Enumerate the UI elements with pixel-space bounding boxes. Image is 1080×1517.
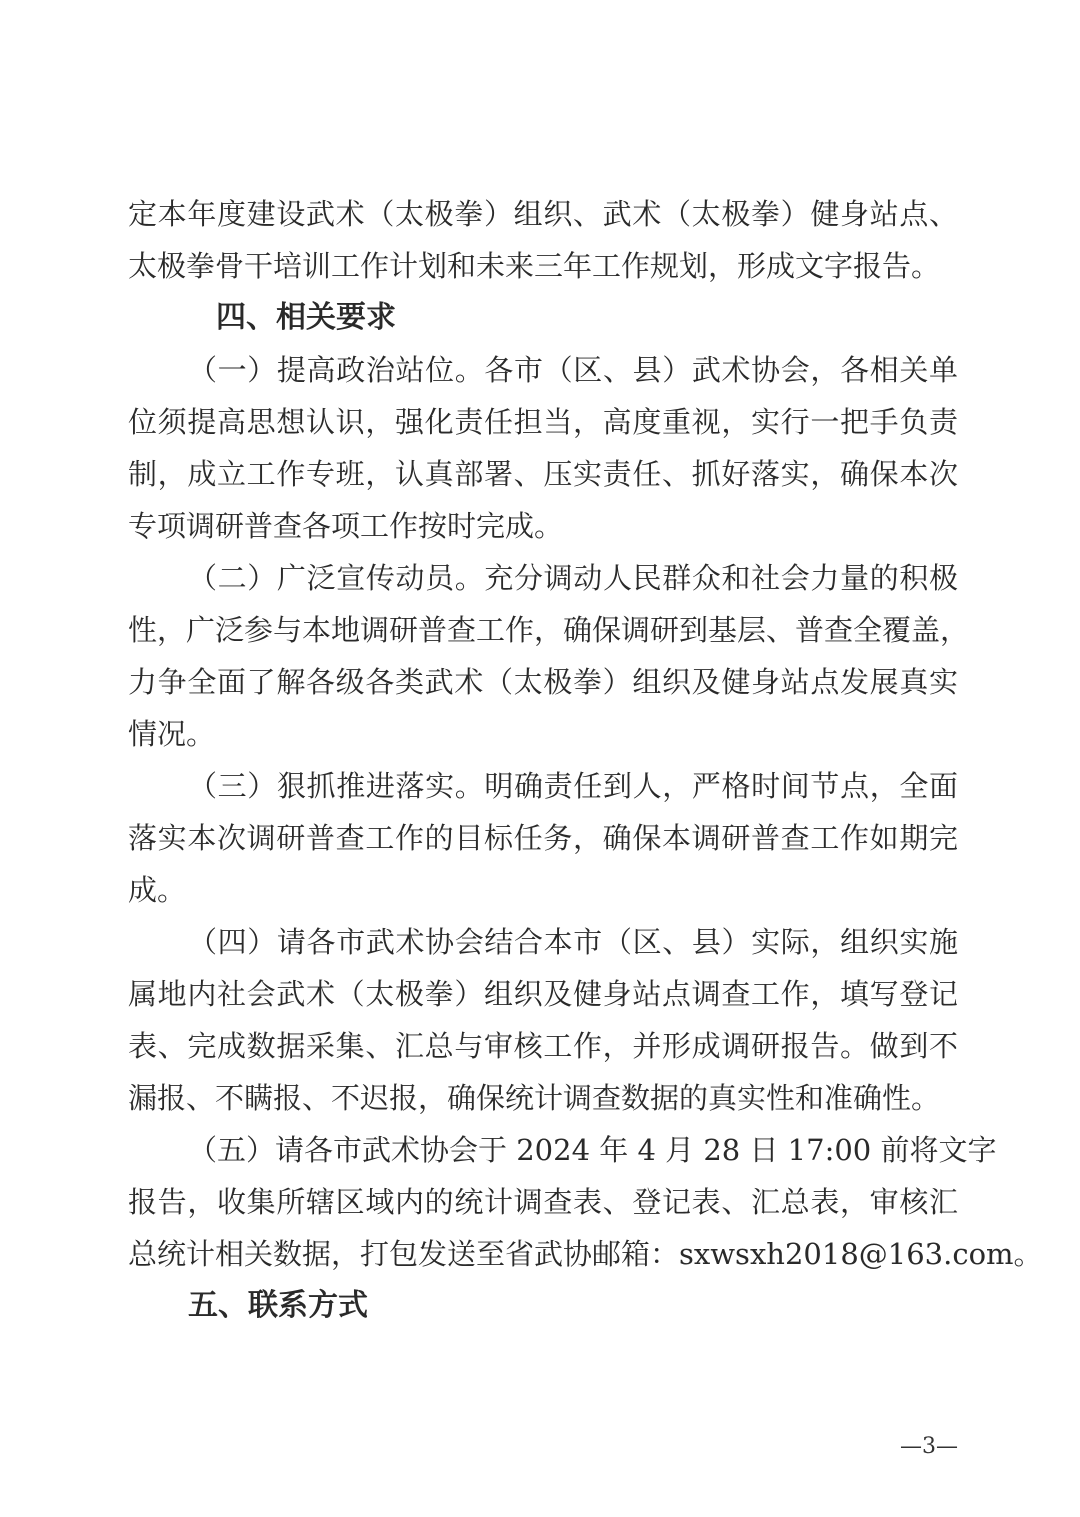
paragraph-line: 力争全面了解各级各类武术（太极拳）组织及健身站点发展真实: [128, 665, 958, 699]
paragraph-line: （五）请各市武术协会于 2024 年 4 月 28 日 17:00 前将文字: [188, 1133, 997, 1167]
paragraph-line: 定本年度建设武术（太极拳）组织、武术（太极拳）健身站点、: [128, 197, 958, 231]
paragraph-line: 位须提高思想认识，强化责任担当，高度重视，实行一把手负责: [128, 405, 958, 439]
paragraph-line: 漏报、不瞒报、不迟报，确保统计调查数据的真实性和准确性。: [128, 1081, 941, 1115]
paragraph-line: 制，成立工作专班，认真部署、压实责任、抓好落实，确保本次: [128, 457, 958, 491]
paragraph-line: 落实本次调研普查工作的目标任务，确保本调研普查工作如期完: [128, 821, 958, 855]
section-heading: 五、联系方式: [188, 1288, 368, 1323]
document-body: [128, 188, 1043, 1332]
paragraph-line: （四）请各市武术协会结合本市（区、县）实际，组织实施: [188, 925, 958, 959]
paragraph-line: 表、完成数据采集、汇总与审核工作，并形成调研报告。做到不: [128, 1029, 958, 1063]
paragraph-line: 成。: [128, 873, 187, 907]
paragraph-line: 总统计相关数据，打包发送至省武协邮箱：sxwsxh2018@163.com。: [128, 1237, 1043, 1271]
paragraph-line: （二）广泛宣传动员。充分调动人民群众和社会力量的积极: [188, 561, 958, 595]
paragraph-line: 报告，收集所辖区域内的统计调查表、登记表、汇总表，审核汇: [128, 1185, 958, 1219]
section-heading: 四、相关要求: [216, 300, 396, 335]
page-number: —3—: [900, 1434, 958, 1459]
paragraph-line: 性，广泛参与本地调研普查工作，确保调研到基层、普查全覆盖，: [128, 613, 970, 647]
paragraph-line: 太极拳骨干培训工作计划和未来三年工作规划，形成文字报告。: [128, 249, 941, 283]
paragraph-line: 情况。: [128, 717, 216, 751]
paragraph-line: （三）狠抓推进落实。明确责任到人，严格时间节点，全面: [188, 769, 958, 803]
paragraph-line: 专项调研普查各项工作按时完成。: [128, 509, 564, 543]
paragraph-line: 属地内社会武术（太极拳）组织及健身站点调查工作，填写登记: [128, 977, 958, 1011]
paragraph-line: （一）提高政治站位。各市（区、县）武术协会，各相关单: [188, 353, 958, 387]
